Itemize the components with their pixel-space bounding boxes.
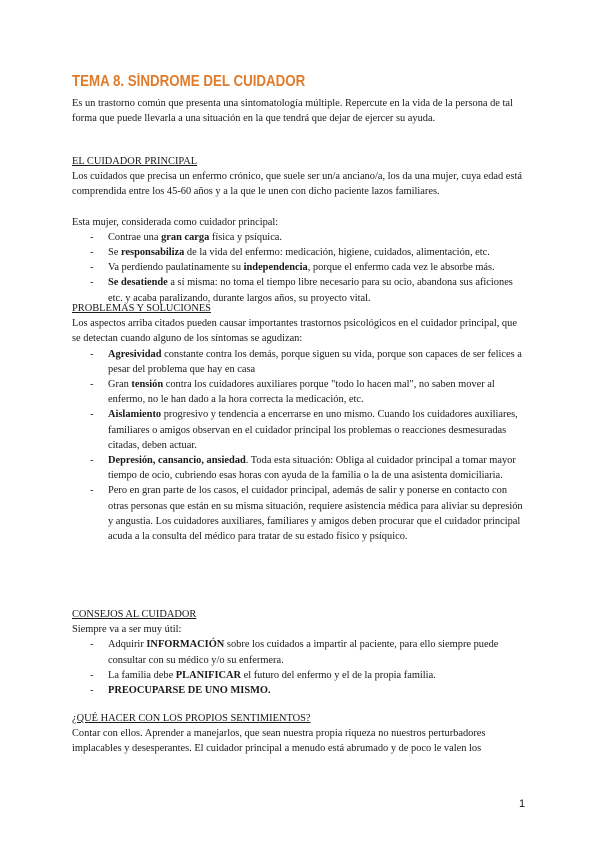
document-title: TEMA 8. SÍNDROME DEL CUIDADOR	[72, 73, 306, 90]
list-item: - Se desatiende a sí misma: no toma el tiempo libre necesario para su ocio, abandona sus aficiones etc. y acaba paralizando, durante largos años, su proyecto vital.	[72, 275, 528, 305]
page-number: 1	[519, 798, 526, 810]
bullet-list	[72, 637, 528, 698]
list-item: - Va perdiendo paulatinamente su independencia, porque el enfermo cada vez le absorbe más.	[72, 260, 528, 275]
list-item: - Depresión, cansancio, ansiedad. Toda esta situación: Obliga al cuidador principal a tomar mayor tiempo de ocio, cubriendo esas horas con ayuda de la familia o la de una asistenta domiciliaria.	[72, 453, 528, 483]
intro-section	[72, 96, 528, 126]
list-item: - Gran tensión contra los cuidadores auxiliares porque "todo lo hacen mal", no saben mover al enfermo, no le han dado a la hora correcta la medicación, etc.	[72, 377, 528, 407]
section-heading: CONSEJOS AL CUIDADOR	[72, 609, 197, 620]
section-heading: EL CUIDADOR PRINCIPAL	[72, 156, 198, 167]
list-item: - Pero en gran parte de los casos, el cuidador principal, además de salir y ponerse en contacto con otras personas que están en su misma situación, requiere asistencia médica para aliviar su depresión y angustia. Los cuidadores auxiliares, familiares y amigos deben procurar que el cuidador principal acuda a la consulta del médico para tratar de su estado físico y psíquico.	[72, 483, 528, 544]
list-item: - Adquirir INFORMACIÓN sobre los cuidados a impartir al paciente, para ello siempre puede consultar con su médico y/o su enfermera.	[72, 637, 528, 667]
list-item: - Se responsabiliza de la vida del enfermo: medicación, higiene, cuidados, alimentación, etc.	[72, 245, 528, 260]
bullet-list	[72, 347, 528, 545]
list-item: - Contrae una gran carga física y psíquica.	[72, 230, 528, 245]
list-item: - Agresividad constante contra los demás, porque siguen su vida, porque son capaces de ser felices a pesar del problema que hay en casa	[72, 347, 528, 377]
intro-paragraph: Es un trastorno común que presenta una sintomatología múltiple. Repercute en la vida de la persona de tal forma que puede llevarla a una situación en la que tendrá que dejar de ejercer su ayuda.	[72, 98, 513, 125]
paragraph: Siempre va a ser muy útil:	[72, 624, 182, 636]
section-cuidador-principal	[72, 154, 528, 306]
list-item: - La familia debe PLANIFICAR el futuro del enfermo y el de la propia familia.	[72, 668, 528, 683]
section-heading: ¿QUÉ HACER CON LOS PROPIOS SENTIMIENTOS?	[72, 713, 311, 724]
paragraph: Contar con ellos. Aprender a manejarlos, que sean nuestra propia riqueza no nuestros perturbadores implacables y desesperantes. El cuidador principal a menudo está abrumado y de poco le valen los	[72, 728, 486, 755]
paragraph: Esta mujer, considerada como cuidador principal:	[72, 216, 279, 228]
list-item: - Aislamiento progresivo y tendencia a encerrarse en uno mismo. Cuando los cuidadores auxiliares, familiares o amigos observan en el cuidador principal los problemas o reacciones desmesuradas citadas, deben actuar.	[72, 407, 528, 453]
list-item: - PREOCUPARSE DE UNO MISMO.	[72, 683, 528, 698]
section-sentimientos	[72, 711, 528, 757]
paragraph: Los cuidados que precisa un enfermo crónico, que suele ser un/a anciano/a, los da una mujer, cuya edad está comprendida entre los 45-60 años y a la que le unen con dicho paciente lazos familiares.	[72, 171, 522, 198]
bullet-list	[72, 230, 528, 306]
paragraph: Los aspectos arriba citados pueden causar importantes trastornos psicológicos en el cuidador principal, que se detectan cuando alguno de los síntomas se agudizan:	[72, 318, 517, 345]
section-consejos	[72, 607, 528, 698]
section-heading: PROBLEMAS Y SOLUCIONES	[72, 303, 211, 314]
section-problemas-soluciones	[72, 301, 528, 544]
